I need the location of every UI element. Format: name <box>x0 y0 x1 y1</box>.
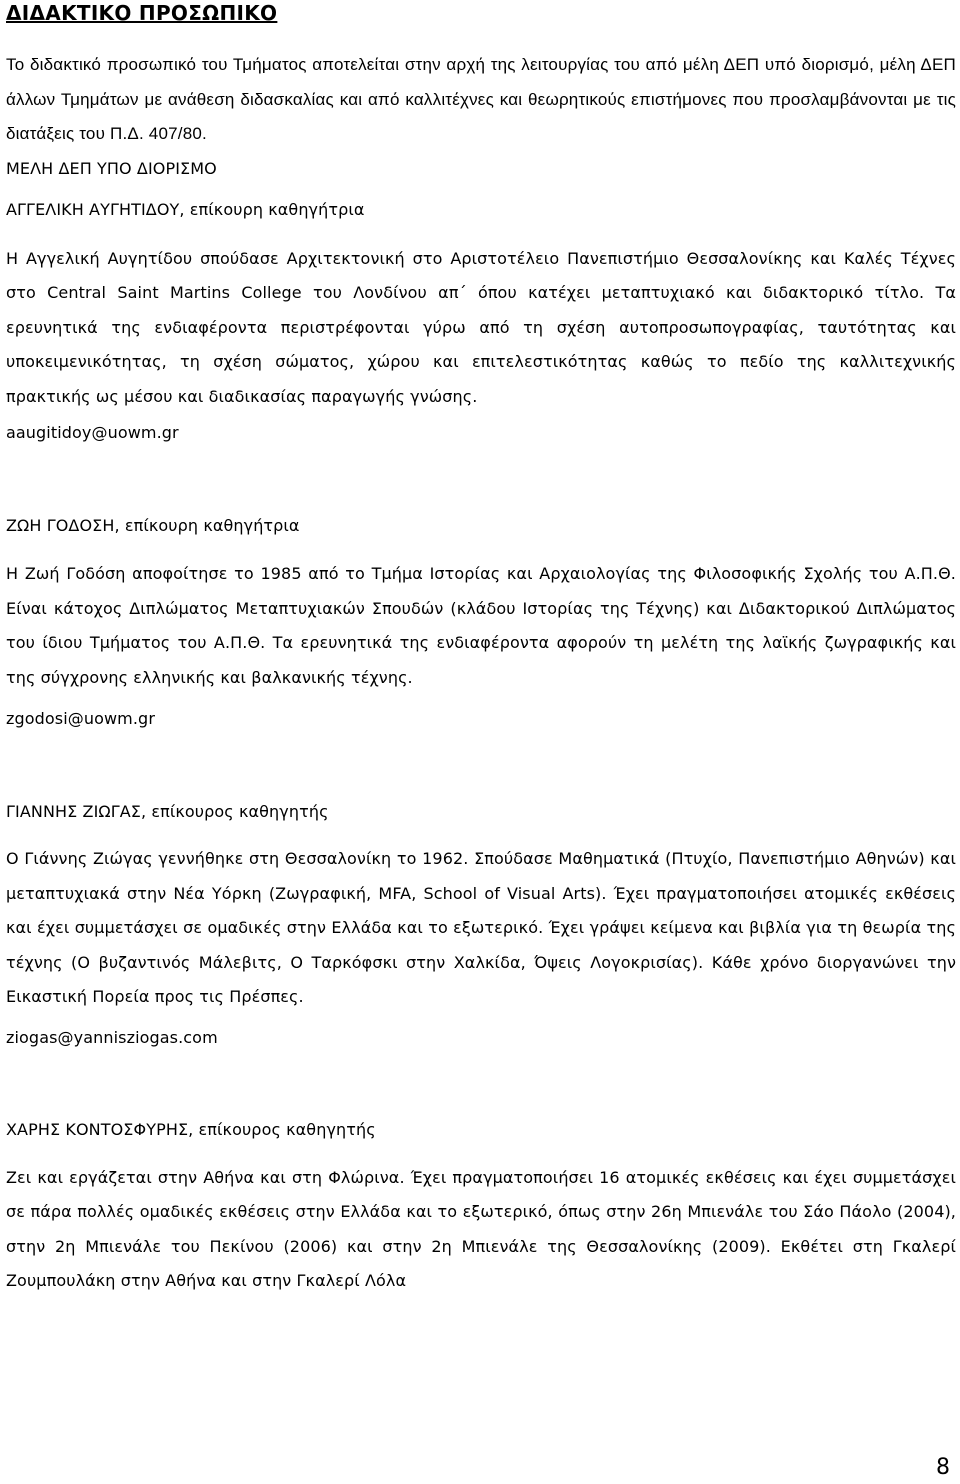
member-email[interactable]: ziogas@yannisziogas.com <box>6 1027 218 1047</box>
member-bio: Η Αγγελική Αυγητίδου σπούδασε Αρχιτεκτονική στο Αριστοτέλειο Πανεπιστήμιο Θεσσαλονίκης και Καλές Τέχνες στο Central Saint Martins College του Λονδίνου απ΄ όπου κατέχει μεταπτυχιακό και διδακτορικό τίτλο. Τα ερευνητικά της ενδιαφέροντα περιστρέφονται γύρω από τη σχέση αυτοπροσωπογραφίας, ταυτότητας και υποκειμενικότητας, τη σχέση σώματος, χώρου και επιτελεστικότητας καθώς το πεδίο της καλλιτεχνικής πρακτικής ως μέσου και διαδικασίας παραγωγής γνώσης. <box>6 248 956 406</box>
member-email[interactable]: aaugitidoy@uowm.gr <box>6 423 179 442</box>
member-bio: Ο Γιάννης Ζιώγας γεννήθηκε στη Θεσσαλονίκη το 1962. Σπούδασε Μαθηματικά (Πτυχίο, Πανεπιστήμιο Αθηνών) και μεταπτυχιακά στην Νέα Υόρκη (Ζωγραφική, MFA, School of Visual Arts). Έχει πραγματοποιήσει ατομικές εκθέσεις και έχει συμμετάσχει σε ομαδικές στην Ελλάδα και το εξωτερικό. Έχει γράψει κείμενα και βιβλία για τη θεωρία της τέχνης (Ο βυζαντινός Μάλεβιτς, Ο Ταρκόφσκι στην Χαλκίδα, Όψεις Λογοκρισίας). Κάθε χρόνο διοργανώνει την Εικαστική Πορεία προς τις Πρέσπες. <box>6 849 956 1006</box>
member-name-title: ΓΙΑΝΝΗΣ ΖΙΩΓΑΣ, επίκουρος καθηγητής <box>6 801 329 821</box>
member-bio: Ζει και εργάζεται στην Αθήνα και στη Φλώρινα. Έχει πραγματοποιήσει 16 ατομικές εκθέσεις και έχει συμμετάσχει σε πάρα πολλές ομαδικές εκθέσεις στην Ελλάδα και το εξωτερικό, όπως στην 26η Μπιενάλε του Σάο Πάολο (2004), στην 2η Μπιενάλε του Πεκίνου (2006) και στην 2η Μπιενάλε της Θεσσαλονίκης (2009). Εκθέτει στη Γκαλερί Ζουμπουλάκη στην Αθήνα και στην Γκαλερί Λόλα <box>6 1167 956 1290</box>
member-name-title: ΑΓΓΕΛΙΚΗ ΑΥΓΗΤΙΔΟΥ, επίκουρη καθηγήτρια <box>6 200 365 219</box>
document-page <box>6 0 956 1299</box>
page-number: 8 <box>936 1455 950 1480</box>
member-name-title: ΖΩΗ ΓΟΔΟΣΗ, επίκουρη καθηγήτρια <box>6 515 300 535</box>
member-name-title: ΧΑΡΗΣ ΚΟΝΤΟΣΦΥΡΗΣ, επίκουρος καθηγητής <box>6 1120 376 1139</box>
member-email[interactable]: zgodosi@uowm.gr <box>6 709 155 728</box>
member-bio: Η Ζωή Γοδόση αποφοίτησε το 1985 από το Τμήμα Ιστορίας και Αρχαιολογίας της Φιλοσοφικής Σχολής του Α.Π.Θ. Είναι κάτοχος Διπλώματος Μεταπτυχιακών Σπουδών (κλάδου Ιστορίας της Τέχνης) και Διδακτορικού Διπλώματος του ίδιου Τμήματος του Α.Π.Θ. Τα ερευνητικά της ενδιαφέροντα αφορούν τη μελέτη της λαϊκής ζωγραφικής και της σύγχρονης ελληνικής και βαλκανικής τέχνης. <box>6 564 956 687</box>
document-title: ΔΙΔΑΚΤΙΚΟ ΠΡΟΣΩΠΙΚΟ <box>6 1 278 25</box>
intro-paragraph: Το διδακτικό προσωπικό του Τμήματος αποτελείται στην αρχή της λειτουργίας του από μέλη ΔΕΠ υπό διορισμό, μέλη ΔΕΠ άλλων Τμημάτων με ανάθεση διδασκαλίας και από καλλιτέχνες και θεωρητικούς επιστήμονες που προσλαμβάνονται με τις διατάξεις του Π.Δ. 407/80. <box>6 55 956 143</box>
section-heading: ΜΕΛΗ ΔΕΠ ΥΠΟ ΔΙΟΡΙΣΜΟ <box>6 158 217 178</box>
